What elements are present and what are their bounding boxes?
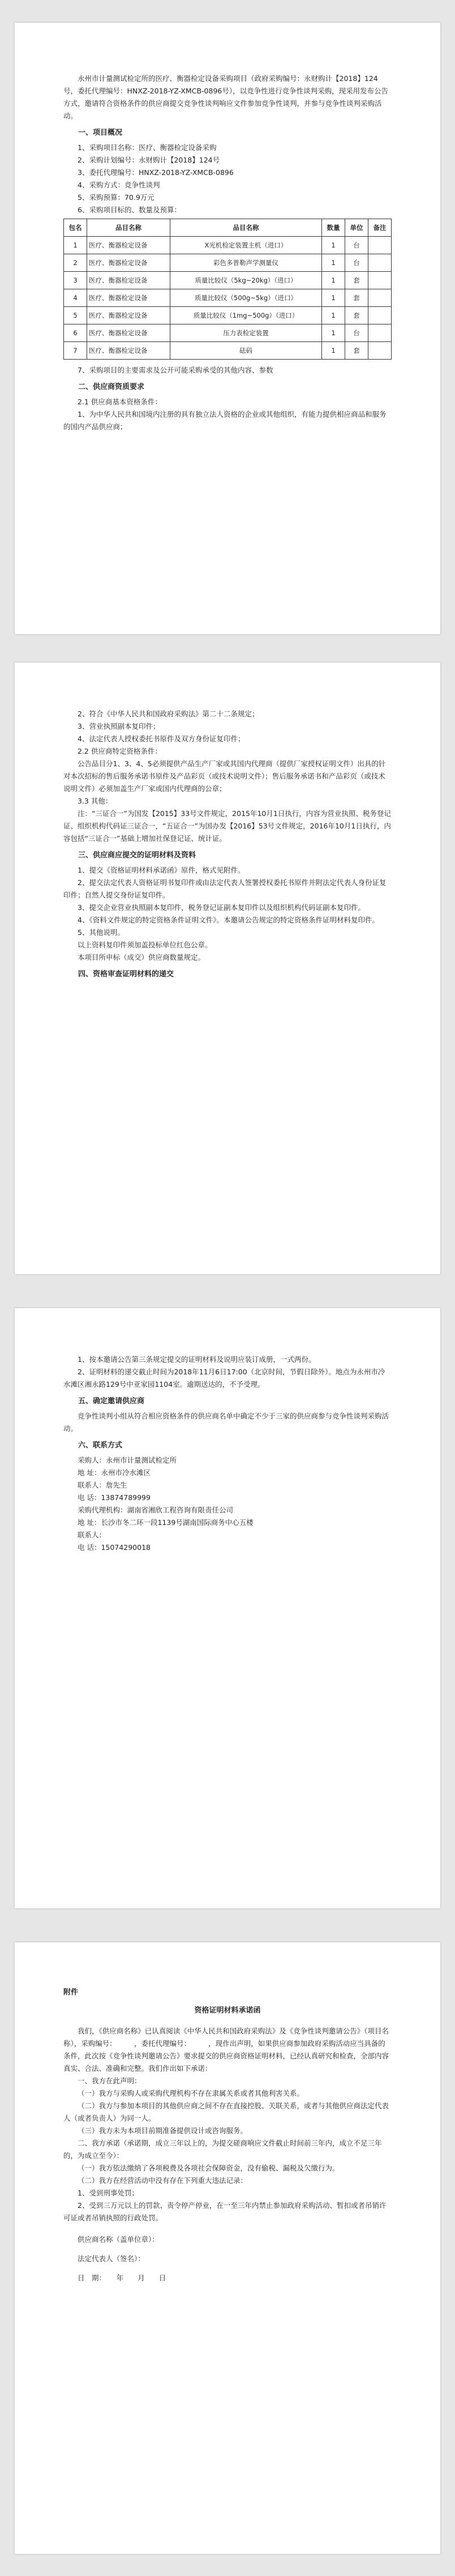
table-header: 品目名称 [87,219,170,237]
table-cell: 5 [64,307,87,324]
table-cell: X光机检定装置主机（进口） [170,237,322,254]
paragraph: 地 址：永州市冷水滩区 [78,1468,151,1477]
table-cell: 4 [64,289,87,307]
paragraph: 联系人：詹先生 [78,1481,127,1489]
table-cell: 质量比较仪（5kg~20kg）（进口） [170,272,322,289]
table-cell: 套 [345,307,368,324]
table-cell: 医疗、衡器检定设备 [87,342,170,360]
table-cell: 医疗、衡器检定设备 [87,237,170,254]
document-page-2 [15,663,440,1274]
table-cell: 台 [345,237,368,254]
paragraph: 2.2 供应商特定资格条件： [78,747,162,755]
table-cell: 台 [345,254,368,272]
list-item: 4、采购方式：竞争性谈判 [78,181,160,189]
table-cell: 医疗、衡器检定设备 [87,289,170,307]
section-title: 四、资格审查证明材料的递交 [78,970,174,979]
table-cell: 套 [345,342,368,360]
paragraph: 4、《资料文件规定的特定资格条件证明文件》。本邀请公告规定的特定资格条件证明材料复印件。 [78,916,379,924]
document-page-3 [15,1308,440,1908]
attachment-label: 附件 [63,1988,79,1997]
table-row [64,289,392,307]
table-cell [368,307,392,324]
table-cell [368,342,392,360]
table-cell [368,272,392,289]
table-cell: 1 [322,254,345,272]
table-cell [368,289,392,307]
table-cell: 套 [345,272,368,289]
section-title: 三、供应商应提交的证明材料及资料 [78,851,196,860]
table-cell: 质量比较仪（500g~5kg）（进口） [170,289,322,307]
table-header-row [64,219,392,237]
table-cell: 医疗、衡器检定设备 [87,254,170,272]
section-title: 五、确定邀请供应商 [78,1397,145,1406]
table-cell: 医疗、衡器检定设备 [87,324,170,342]
paragraph: 注：“三证合一”为国发【2015】33号文件规定，2015年10月1日执行，内容为营业执照、税务登记证、组织机构代码证三证合一，“五证合一”为国办发【2016】53号文件规定，2016年10月1日执行，内容包括“三证合一”基础上增加社保登记证、统计证。 [63,809,391,843]
paragraph: 二、我方承诺（承诺期，成立三年以上的，为提交磋商响应文件截止时间前三年内，成立不足三年的，为成立至今）： [63,2139,382,2160]
paragraph: 一、我方在此声明： [78,2077,141,2085]
signature-date: 日 期： 年 月 日 [78,2274,166,2282]
table-cell: 1 [322,237,345,254]
attachment-title: 资格证明材料承诺函 [194,2006,261,2015]
paragraph: 公告品目分1、3、4、5必须提供产品生产厂家或其国内代理商（提供厂家授权证明文件）出具的针对本次招标的售后服务承诺书原件及产品彩页（或技术说明文件）；售后服务承诺书和产品彩页（或技术说明文件）必须加盖生产厂家或国内代理商的公章； [63,759,386,793]
table-cell [368,254,392,272]
paragraph: 1、提交《资格证明材料承诺函》原件，格式见附件。 [78,866,245,874]
paragraph: 2、提交法定代表人资格证明书复印件或由法定代表人签署授权委托书原件并附法定代表人身份证复印件；自然人提交身份证复印件。 [63,878,387,899]
paragraph: 电 话：13874789999 [78,1493,151,1502]
table-cell: 医疗、衡器检定设备 [87,307,170,324]
table-cell: 1 [322,272,345,289]
paragraph: （二）我方在经营活动中没有存在下列重大违法记录： [78,2176,248,2185]
paragraph: 采购代理机构：湖南省湘欣工程咨询有限责任公司 [78,1506,234,1514]
table-header: 品目名称 [170,219,322,237]
paragraph: （一）我方与采购人或采购代理机构不存在隶属关系或者其他利害关系。 [78,2089,304,2097]
paragraph: （二）我方与参加本项目的其他供应商之间不存在直接控股、关联关系，或者与其他供应商法定代表人（或者负责人）为同一人。 [63,2101,389,2122]
paragraph: 我们，《供应商名称》已认真阅读《中华人民共和国政府采购法》及《竞争性谈判邀请公告》（项目名称），采购编号： ，委托代理编号： ，现作出声明，如果供应商参加政府采购活动应当具备的条件，此次按《竞争性谈判邀请公告》要求提交的供应商资格证明材料，已经认真研究和检查，全部内容真实、合法、准确和完整。我们作出如下承诺： [63,2027,389,2073]
table-cell: 6 [64,324,87,342]
table-cell [368,237,392,254]
table-cell: 1 [64,237,87,254]
list-item: 2.1 供应商基本资格条件： [78,398,162,406]
table-cell: 砝码 [170,342,322,360]
paragraph: 3.3 其他： [78,797,113,805]
table-row [64,254,392,272]
paragraph: （三）我方未为本项目前期准备提供设计或咨询服务。 [78,2126,248,2135]
paragraph: 地 址：长沙市冬二环一段1139号湖南国际商务中心五楼 [78,1518,254,1527]
list-item: 3、委托代理编号：HNXZ-2018-YZ-XMCB-0896 [78,168,234,177]
table-cell: 1 [322,342,345,360]
document-page-1 [15,23,440,634]
table-cell: 彩色多普勒声学测量仪 [170,254,322,272]
table-cell: 1 [322,307,345,324]
table-cell: 3 [64,272,87,289]
intro-paragraph: 永州市计量测试检定所的医疗、衡器检定设备采购项目（政府采购编号：永财购计【2018】124号，委托代理编号：HNXZ-2018-YZ-XMCB-0896号），以竞争性进行竞争性谈判采购，现采用发布公告方式，邀请符合资格条件的供应商提交竞争性谈判响应文件参加竞争性谈判，并参与竞争性谈判采购活动。 [63,74,389,120]
section-title: 六、联系方式 [78,1441,123,1450]
table-cell: 1 [322,324,345,342]
list-item: 6、采购项目标的、数量及预算： [78,206,181,214]
section-title: 一、项目概况 [78,129,123,137]
items-table [63,219,392,360]
list-item: 5、采购预算：70.9万元 [78,193,154,202]
paragraph: 5、其他说明。 [78,928,125,937]
paragraph: 4、法定代表人授权委托书原件及双方身份证复印件； [78,734,245,743]
paragraph: 联系人： [78,1531,106,1539]
table-header: 单位 [345,219,368,237]
list-item: 1、为中华人民共和国境内注册的具有独立法人资格的企业或其他组织，有能力提供相应商品和服务的国内产品供应商； [63,410,387,431]
list-item: 2、采购计划编号：永财购计【2018】124号 [78,156,220,164]
table-row [64,272,392,289]
section-title: 二、供应商资质要求 [78,383,145,391]
signature-legal-rep: 法定代表人（签名）： [78,2254,145,2263]
table-header: 数量 [322,219,345,237]
paragraph: 3、营业执照副本复印件； [78,722,160,730]
paragraph: 3、提交企业营业执照副本复印件，税务登记证副本复印件以及组织机构代码证副本复印件。 [78,903,365,912]
paragraph: 2、受到三万元以上的罚款、责令停产停业，在一至三年内禁止参加政府采购活动、暂扣或者吊销许可证或者吊销执照的行政处罚。 [63,2201,387,2222]
table-row [64,237,392,254]
list-item: 7、采购项目的主要需求及公开可能采购承受的其他内容、参数 [78,366,273,374]
table-header: 备注 [368,219,392,237]
paragraph: 以上资料复印件须加盖投标单位红色公章。 [78,941,212,949]
paragraph: 1、受到刑事处罚； [78,2189,139,2197]
table-cell: 2 [64,254,87,272]
table-row [64,307,392,324]
list-item: 1、采购项目名称：医疗、衡器检定设备采购 [78,143,217,152]
paragraph: 2、证明材料的递交截止时间为2018年11月6日17:00（北京时间，节假日除外）。地点为永州市冷水滩区湘永路129号中亚家园1104室。逾期送达的，不予受理。 [63,1368,385,1389]
paragraph: 本项目所申标（成交）供应商数量规定。 [78,953,205,962]
table-cell: 质量比较仪（1mg~500g）（进口） [170,307,322,324]
table-cell [368,324,392,342]
paragraph: 竞争性谈判小组从符合相应资格条件的供应商名单中确定不少于三家的供应商参与竞争性谈判采购活动。 [63,1412,389,1433]
table-cell: 7 [64,342,87,360]
table-cell: 1 [322,289,345,307]
paragraph: 采购人：永州市计量测试检定所 [78,1456,177,1464]
paragraph: 电 话：15074290018 [78,1543,151,1552]
signature-company: 供应商名称（盖单位章）： [78,2235,159,2244]
table-row [64,324,392,342]
table-cell: 套 [345,289,368,307]
table-cell: 压力表检定装置 [170,324,322,342]
table-header: 包名 [64,219,87,237]
document-page-4 [15,1942,440,2554]
table-row [64,342,392,360]
paragraph: （一）我方依法缴纳了各项税费及各项社会保障资金，没有偷税、漏税及欠缴行为。 [78,2164,340,2172]
paragraph: 1、按本邀请公告第三条规定提交的证明材料及说明应装订成册，一式两份。 [78,1355,316,1364]
table-cell: 台 [345,324,368,342]
table-cell: 医疗、衡器检定设备 [87,272,170,289]
paragraph: 2、符合《中华人民共和国政府采购法》第二十二条规定； [78,710,259,718]
